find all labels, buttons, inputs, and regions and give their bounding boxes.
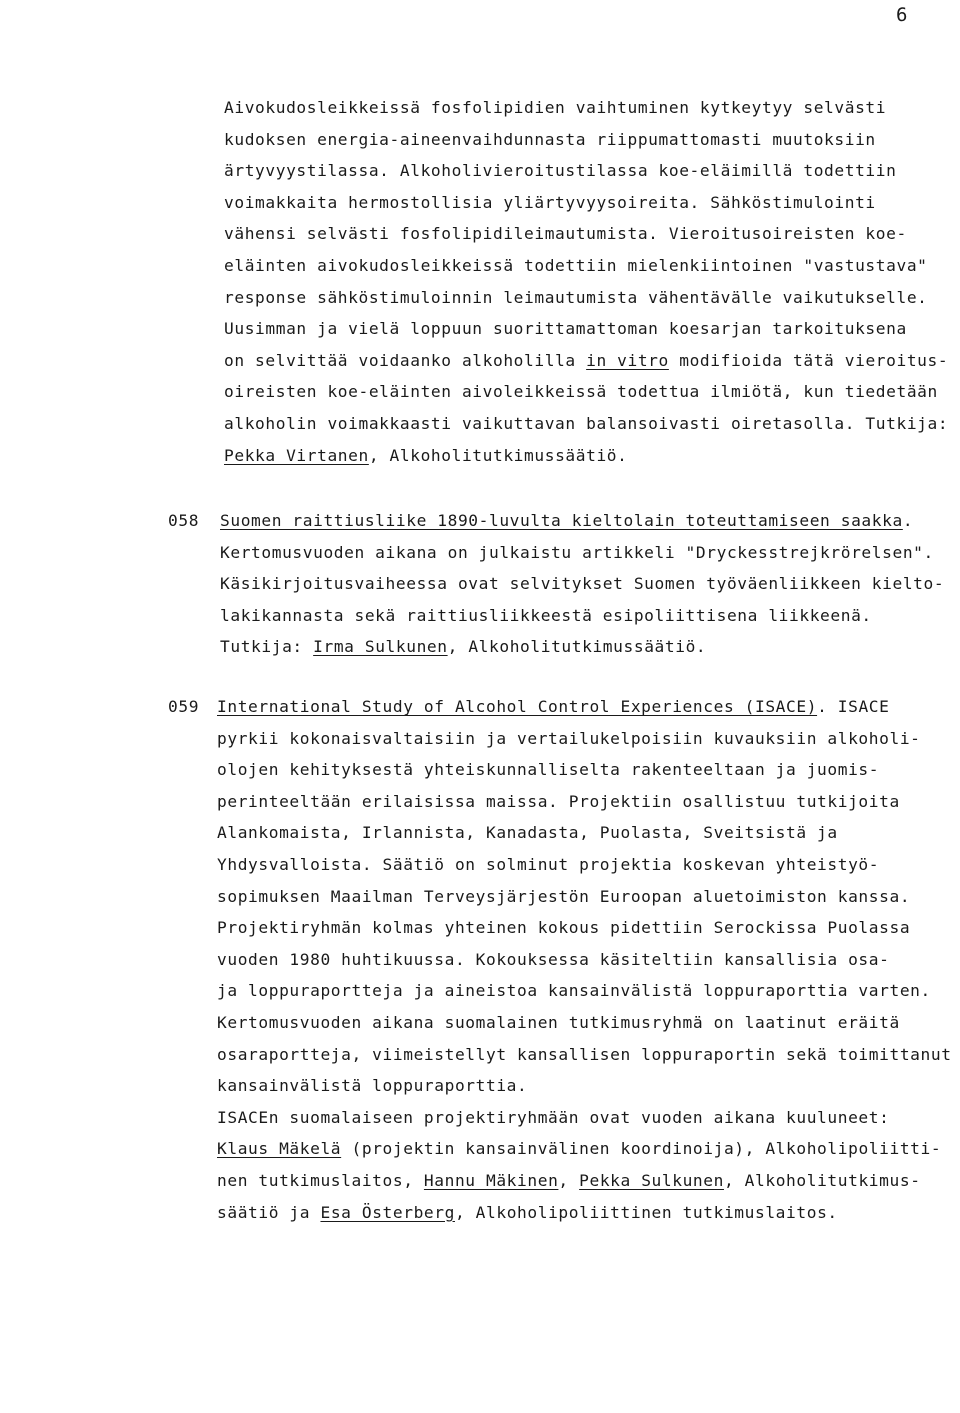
text-run: Käsikirjoitusvaiheessa ovat selvitykset Suomen työväenliikkeen kielto- xyxy=(220,574,945,593)
text-line xyxy=(224,98,886,118)
project-number-058: 058 xyxy=(168,511,200,530)
text-line xyxy=(217,887,910,907)
text-run: , xyxy=(558,1171,580,1190)
text-run: Yhdysvalloista. Säätiö on solminut projektia koskevan yhteistyö- xyxy=(217,855,880,874)
text-run: osaraportteja, viimeistellyt kansallisen loppuraportin sekä toimittanut xyxy=(217,1044,952,1064)
text-line xyxy=(217,792,900,812)
text-line xyxy=(217,1045,952,1065)
underlined-term: Esa Österberg xyxy=(320,1202,455,1222)
text-run: vuoden 1980 huhtikuussa. Kokouksessa käsiteltiin kansallisia osa- xyxy=(217,949,890,969)
text-line xyxy=(217,823,838,843)
text-line xyxy=(217,729,921,749)
text-run: sopimuksen Maailman Terveysjärjestön Euroopan aluetoimiston kanssa. xyxy=(217,886,911,906)
underlined-term: Pekka Virtanen xyxy=(224,445,369,465)
text-line xyxy=(224,224,907,244)
text-line xyxy=(217,1013,900,1033)
text-run: ärtyvyystilassa. Alkoholivieroitustilassa koe-eläimillä todettiin xyxy=(224,161,897,181)
text-run: säätiö ja xyxy=(217,1202,321,1222)
text-line xyxy=(217,1171,921,1191)
text-line xyxy=(217,697,889,717)
text-run: eläinten aivokudosleikkeissä todettiin mielenkiintoinen "vastustava" xyxy=(224,256,928,275)
text-line xyxy=(217,1108,889,1128)
text-line xyxy=(224,193,876,213)
text-run: vähensi selvästi fosfolipidileimautumista. Vieroitusoireisten koe- xyxy=(224,224,907,244)
text-line xyxy=(217,950,889,970)
text-run: oireisten koe-eläinten aivoleikkeissä todettua ilmiötä, kun tiedetään xyxy=(224,382,938,402)
text-run: voimakkaita hermostollisia yliärtyvyysoireita. Sähköstimulointi xyxy=(224,192,876,212)
underlined-term: in vitro xyxy=(586,350,669,370)
text-line xyxy=(217,981,931,1001)
text-line xyxy=(217,855,879,875)
text-run: Aivokudosleikkeissä fosfolipidien vaihtuminen kytkeytyy selvästi xyxy=(224,98,887,117)
text-line xyxy=(224,161,896,181)
text-run: , Alkoholitutkimussäätiö. xyxy=(368,445,628,465)
text-line xyxy=(224,414,948,434)
text-line xyxy=(224,382,938,402)
text-line xyxy=(220,606,872,626)
text-run: , Alkoholitutkimus- xyxy=(723,1171,921,1190)
text-line xyxy=(220,637,706,657)
text-run: , Alkoholitutkimussäätiö. xyxy=(447,637,707,656)
text-run: Tutkija: xyxy=(220,637,314,656)
underlined-term: Suomen raittiusliike 1890-luvulta kieltolain toteuttamiseen saakka xyxy=(220,511,903,530)
underlined-term: Klaus Mäkelä xyxy=(217,1139,342,1159)
text-line xyxy=(224,351,948,371)
text-line xyxy=(224,446,628,466)
text-line xyxy=(224,319,907,339)
underlined-term: Pekka Sulkunen xyxy=(579,1171,724,1190)
text-run: on selvittää voidaanko alkoholilla xyxy=(224,350,587,370)
text-run: lakikannasta sekä raittiusliikkeestä esipoliittisena liikkeenä. xyxy=(220,605,872,625)
text-run: Kertomusvuoden aikana on julkaistu artikkeli "Dryckesstrejkrörelsen". xyxy=(220,542,934,562)
text-run: modifioida tätä vieroitus- xyxy=(668,350,949,370)
underlined-term: International Study of Alcohol Control Experiences (ISACE) xyxy=(217,697,818,716)
text-run: response sähköstimuloinnin leimautumista vähentävälle vaikutukselle. xyxy=(224,287,928,307)
underlined-term: Hannu Mäkinen xyxy=(423,1171,559,1190)
text-run: olojen kehityksestä yhteiskunnalliselta rakenteeltaan ja juomis- xyxy=(217,760,880,780)
text-run: nen tutkimuslaitos, xyxy=(217,1171,424,1190)
text-run: . ISACE xyxy=(817,697,890,716)
text-line xyxy=(217,1139,941,1159)
text-line xyxy=(220,574,944,594)
text-run: Uusimman ja vielä loppuun suorittamattoman koesarjan tarkoituksena xyxy=(224,319,907,339)
text-run: Kertomusvuoden aikana suomalainen tutkimusryhmä on laatinut eräitä xyxy=(217,1013,900,1032)
project-number-059: 059 xyxy=(168,697,200,716)
text-run: kansainvälistä loppuraporttia. xyxy=(217,1076,528,1096)
underlined-term: Irma Sulkunen xyxy=(313,637,448,656)
page-number: 6 xyxy=(896,4,908,26)
text-run: ja loppuraportteja ja aineistoa kansainvälistä loppuraporttia varten. xyxy=(217,981,931,1001)
text-line xyxy=(224,288,928,308)
text-line xyxy=(224,256,928,276)
text-run: Alankomaista, Irlannista, Kanadasta, Puolasta, Sveitsistä ja xyxy=(217,823,838,843)
text-run: alkoholin voimakkaasti vaikuttavan balansoivasti oiretasolla. Tutkija: xyxy=(224,414,949,433)
text-line xyxy=(220,511,913,531)
text-run: . xyxy=(902,511,914,530)
text-run: kudoksen energia-aineenvaihdunnasta riippumattomasti muutoksiin xyxy=(224,129,876,149)
text-line xyxy=(217,1203,838,1223)
text-run: ISACEn suomalaiseen projektiryhmään ovat vuoden aikana kuuluneet: xyxy=(217,1107,890,1127)
text-run: , Alkoholipoliittinen tutkimuslaitos. xyxy=(454,1202,838,1222)
text-line xyxy=(217,1076,527,1096)
text-line xyxy=(220,543,934,563)
text-line xyxy=(217,918,910,938)
text-run: Projektiryhmän kolmas yhteinen kokous pidettiin Serockissa Puolassa xyxy=(217,918,911,938)
text-run: (projektin kansainvälinen koordinoija), Alkoholipoliitti- xyxy=(341,1139,942,1159)
text-line xyxy=(224,130,876,150)
text-line xyxy=(217,760,879,780)
text-run: perinteeltään erilaisissa maissa. Projektiin osallistuu tutkijoita xyxy=(217,791,900,811)
text-run: pyrkii kokonaisvaltaisiin ja vertailukelpoisiin kuvauksiin alkoholi- xyxy=(217,728,921,748)
